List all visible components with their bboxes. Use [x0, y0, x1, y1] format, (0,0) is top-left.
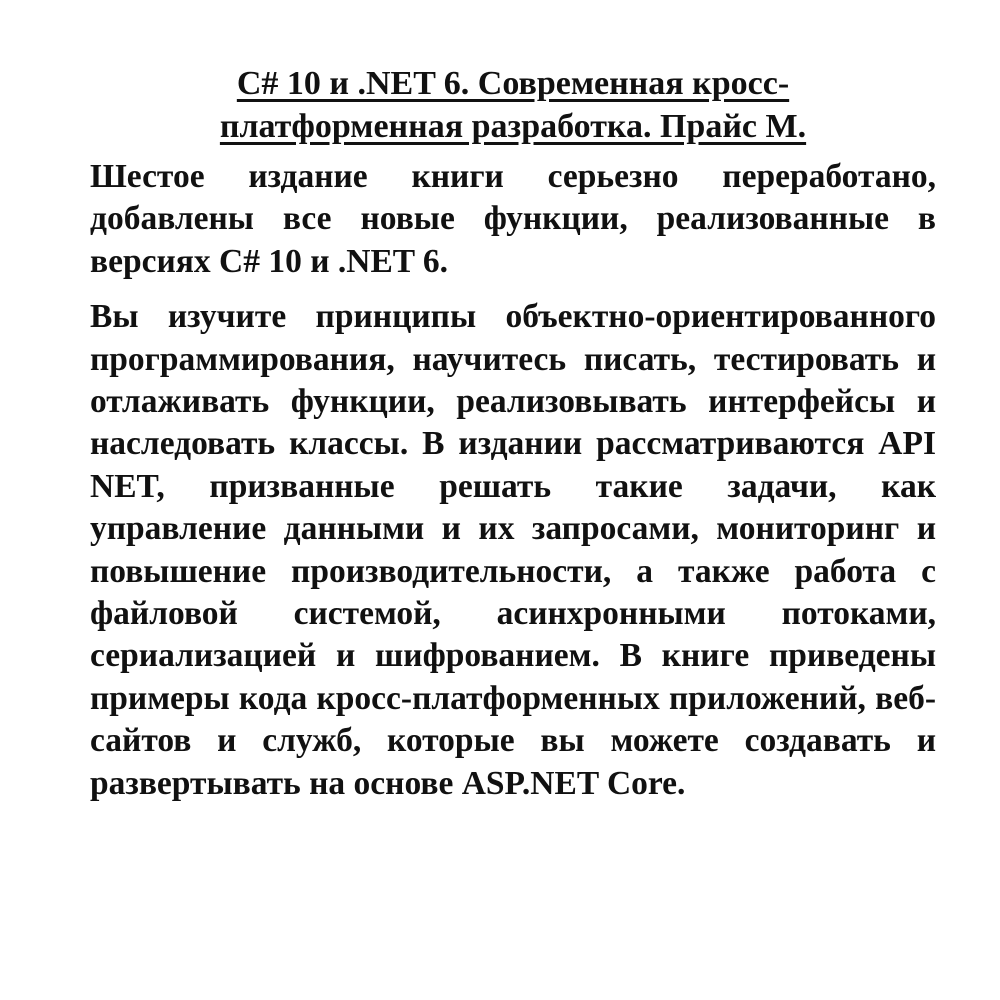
title-line-2: платформенная разработка. Прайс М.: [219, 108, 807, 145]
document-page: [90, 62, 936, 805]
intro-paragraph: Шестое издание книги серьезно переработано, добавлены все новые функции, реализованные в версиях C# 10 и .NET 6.: [90, 158, 936, 280]
title-line-1: C# 10 и .NET 6. Современная кросс-: [236, 65, 790, 102]
document-title: [90, 62, 936, 148]
description-paragraph: Вы изучите принципы объектно-ориентированного программирования, научитесь писать, тестировать и отлаживать функции, реализовывать интерфейсы и наследовать классы. В издании рассматриваются API NET, призванные решать такие задачи, как управление данными и их запросами, мониторинг и повышение производительности, а также работа с файловой системой, асинхронными потоками, сериализацией и шифрованием. В книге приведены примеры кода кросс-платформенных приложений, веб-сайтов и служб, которые вы можете создавать и развертывать на основе ASP.NET Core.: [90, 298, 936, 802]
